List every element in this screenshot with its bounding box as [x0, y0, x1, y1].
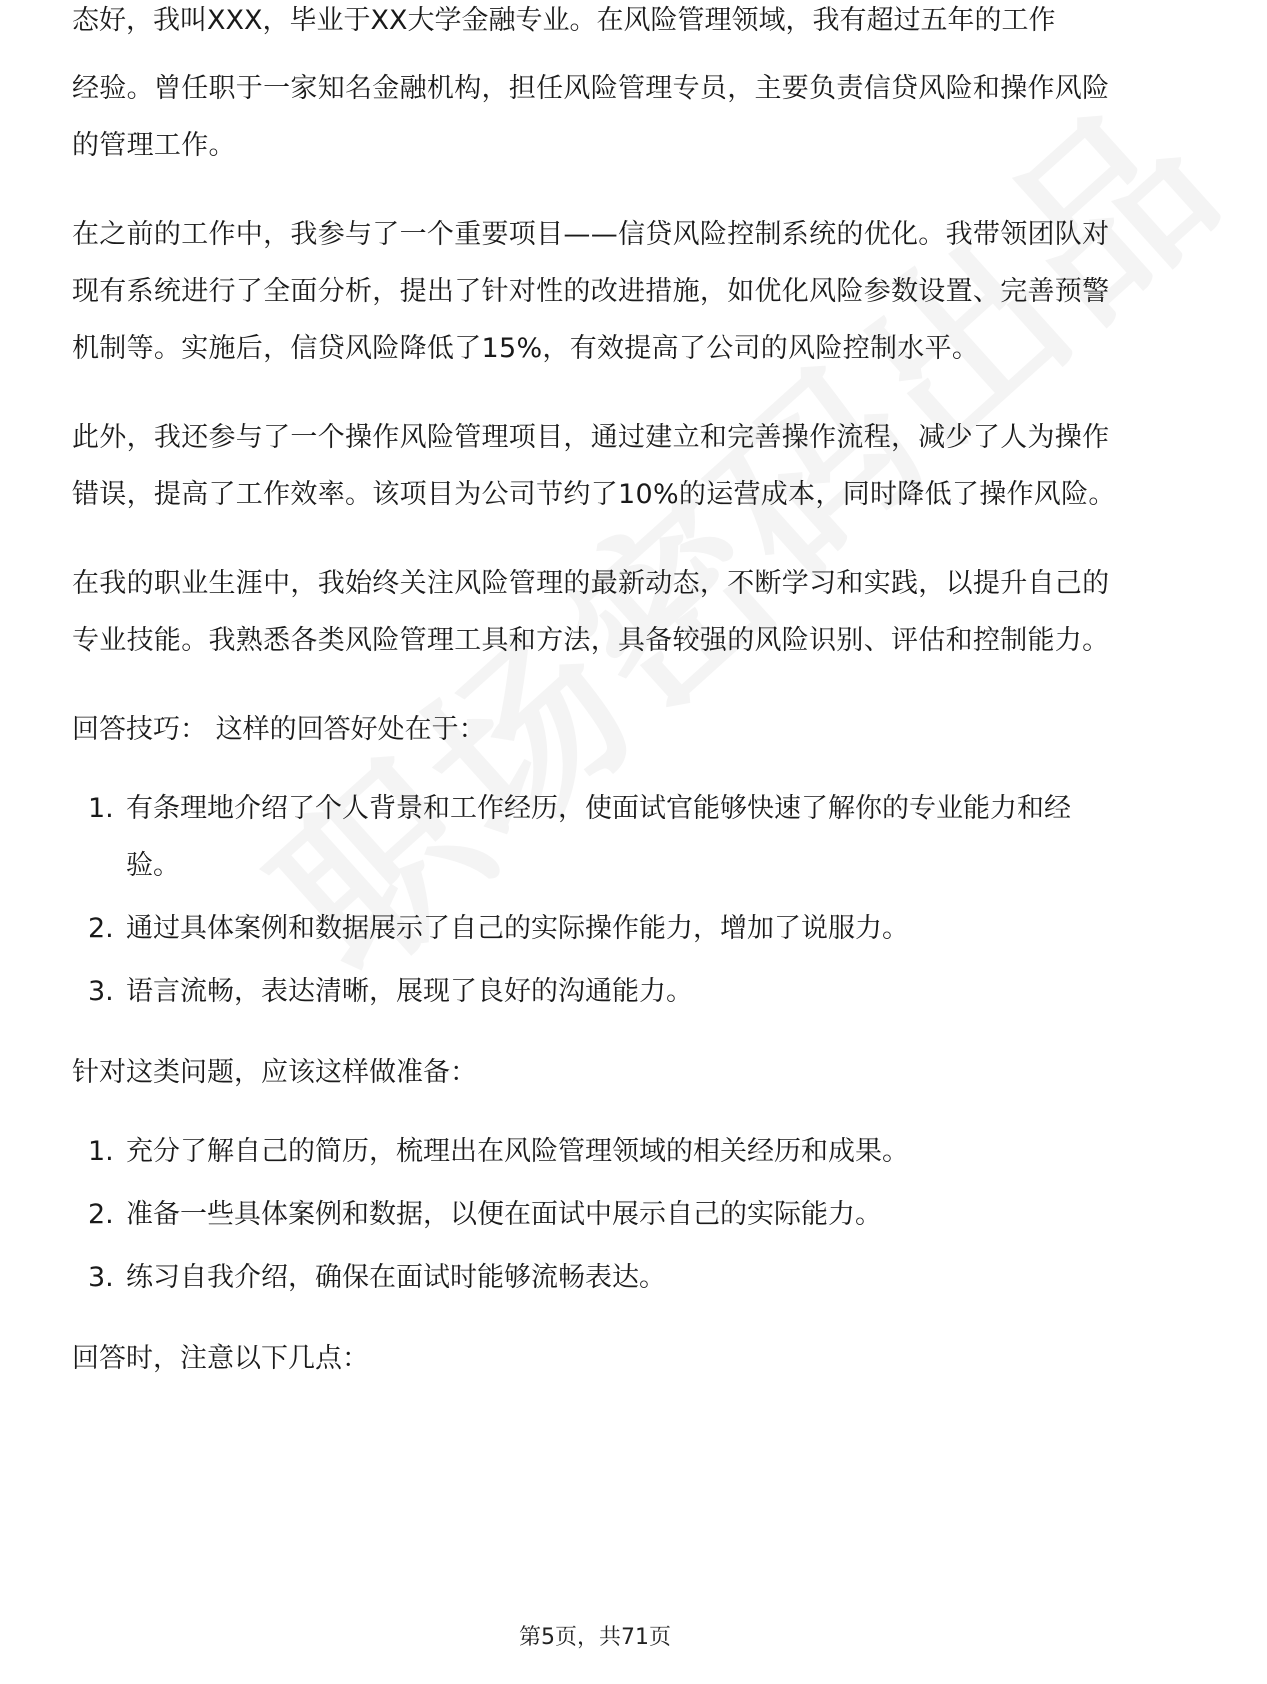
list-item: 1. 充分了解自己的简历，梳理出在风险管理领域的相关经历和成果。 — [88, 1136, 909, 1167]
page-footer: 第5页，共71页 — [519, 1625, 671, 1650]
paragraph-3: 此外，我还参与了一个操作风险管理项目，通过建立和完善操作流程，减少了人为操作错误，提高了工作效率。该项目为公司节约了10%的运营成本，同时降低了操作风险。 — [72, 422, 1116, 510]
truncated-top-line: 态好，我叫XXX，毕业于XX大学金融专业。在风险管理领域，我有超过五年的工作 — [72, 5, 1056, 36]
paragraph-2: 在之前的工作中，我参与了一个重要项目——信贷风险控制系统的优化。我带领团队对现有系统进行了全面分析，提出了针对性的改进措施，如优化风险参数设置、完善预警机制等。实施后，信贷风险降低了15%，有效提高了公司的风险控制水平。 — [72, 219, 1110, 364]
tips-list — [72, 780, 1120, 1020]
list-item: 1. 有条理地介绍了个人背景和工作经历，使面试官能够快速了解你的专业能力和经验。 — [88, 793, 1071, 881]
prep-list — [72, 1123, 1120, 1306]
paragraph-1: 经验。曾任职于一家知名金融机构，担任风险管理专员，主要负责信贷风险和操作风险的管理工作。 — [72, 73, 1110, 161]
document-body — [72, 5, 1120, 1409]
tips-heading: 回答技巧： 这样的回答好处在于： — [72, 714, 486, 745]
answer-heading: 回答时，注意以下几点： — [72, 1343, 369, 1374]
list-item: 2. 准备一些具体案例和数据，以便在面试中展示自己的实际能力。 — [88, 1199, 882, 1230]
list-item: 3. 练习自我介绍，确保在面试时能够流畅表达。 — [88, 1262, 666, 1293]
list-item: 2. 通过具体案例和数据展示了自己的实际操作能力，增加了说服力。 — [88, 913, 909, 944]
paragraph-4: 在我的职业生涯中，我始终关注风险管理的最新动态，不断学习和实践，以提升自己的专业技能。我熟悉各类风险管理工具和方法，具备较强的风险识别、评估和控制能力。 — [72, 568, 1110, 656]
list-item: 3. 语言流畅，表达清晰，展现了良好的沟通能力。 — [88, 976, 693, 1007]
prep-heading: 针对这类问题，应该这样做准备： — [72, 1057, 477, 1088]
